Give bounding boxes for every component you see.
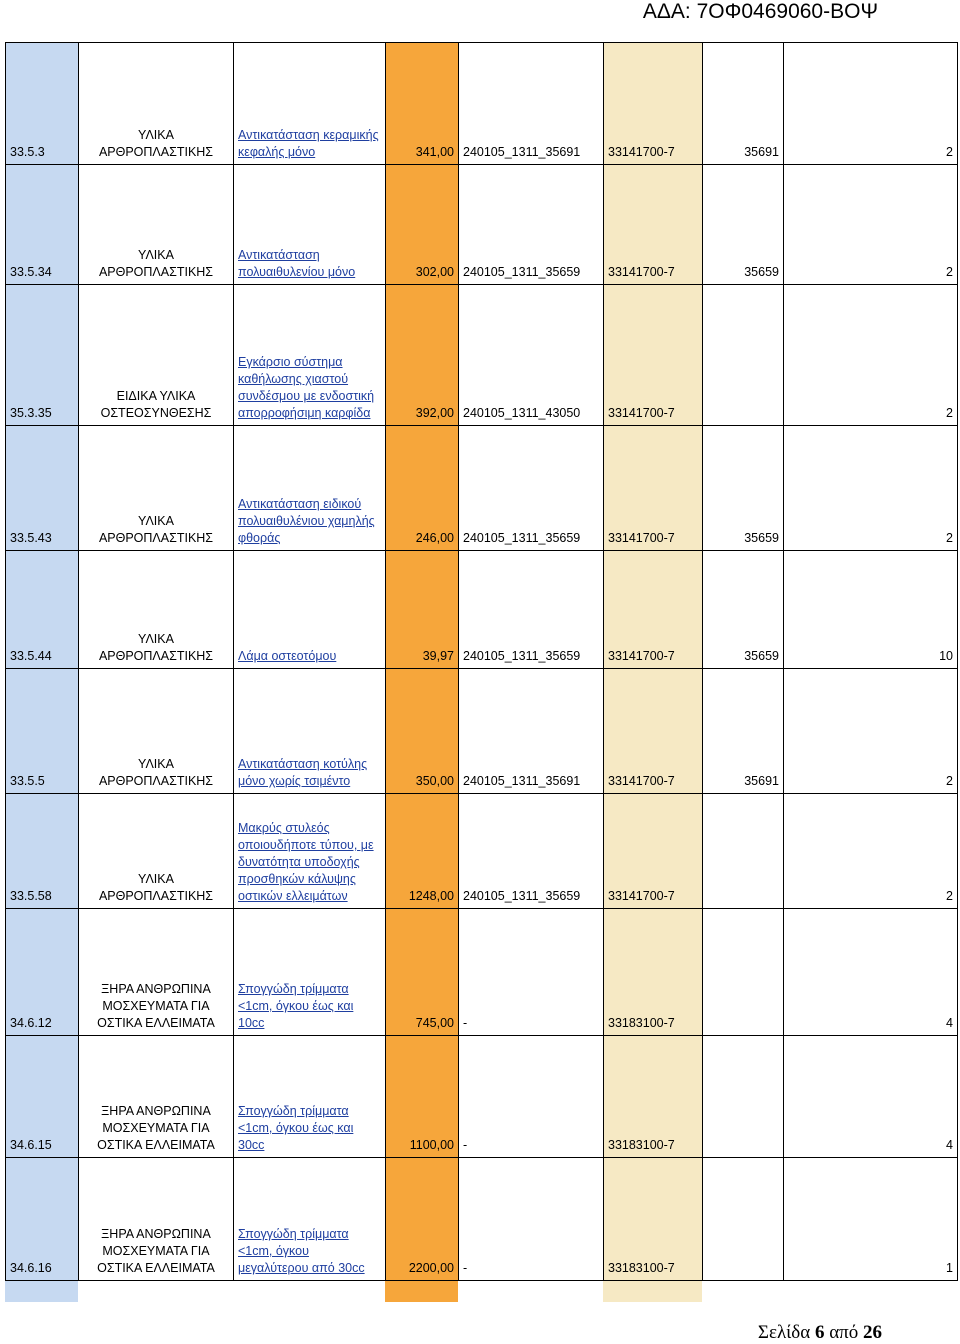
item-quantity: 4 bbox=[784, 1036, 958, 1158]
item-code: 34.6.16 bbox=[6, 1158, 79, 1281]
ada-identifier: ΑΔΑ: 7ΟΦ0469060-ΒΟΨ bbox=[642, 0, 878, 23]
item-description[interactable]: Αντικατάσταση κεραμικής κεφαλής μόνο bbox=[234, 43, 386, 165]
item-id bbox=[703, 285, 784, 426]
item-category: ΞΗΡΑ ΑΝΘΡΩΠΙΝΑ ΜΟΣΧΕΥΜΑΤΑ ΓΙΑ ΟΣΤΙΚΑ ΕΛΛΕΙΜΑΤΑ bbox=[79, 1158, 234, 1281]
item-description[interactable]: Αντικατάσταση πολυαιθυλενίου μόνο bbox=[234, 165, 386, 285]
item-category: ΥΛΙΚΑ ΑΡΘΡΟΠΛΑΣΤΙΚΗΣ bbox=[79, 43, 234, 165]
item-description[interactable]: Σπογγώδη τρίμματα <1cm, όγκου μεγαλύτερου από 30cc bbox=[234, 1158, 386, 1281]
table-row bbox=[6, 426, 958, 551]
materials-table bbox=[5, 42, 958, 1281]
item-quantity: 2 bbox=[784, 794, 958, 909]
item-code: 35.3.35 bbox=[6, 285, 79, 426]
item-reference: 240105_1311_35659 bbox=[459, 165, 604, 285]
item-reference: - bbox=[459, 1158, 604, 1281]
item-price: 2200,00 bbox=[386, 1158, 459, 1281]
item-cpv-code: 33141700-7 bbox=[604, 551, 703, 669]
table-row bbox=[6, 794, 958, 909]
item-cpv-code: 33183100-7 bbox=[604, 1036, 703, 1158]
item-cpv-code: 33141700-7 bbox=[604, 426, 703, 551]
item-description[interactable]: Αντικατάσταση κοτύλης μόνο χωρίς τσιμέντο bbox=[234, 669, 386, 794]
item-code: 33.5.3 bbox=[6, 43, 79, 165]
table-row bbox=[6, 285, 958, 426]
footer-separator: από bbox=[829, 1322, 859, 1343]
item-code: 34.6.12 bbox=[6, 909, 79, 1036]
item-quantity: 2 bbox=[784, 165, 958, 285]
item-id: 35659 bbox=[703, 551, 784, 669]
item-reference: - bbox=[459, 909, 604, 1036]
item-description[interactable]: Σπογγώδη τρίμματα <1cm, όγκου έως και 30cc bbox=[234, 1036, 386, 1158]
item-quantity: 10 bbox=[784, 551, 958, 669]
item-description[interactable]: Λάμα οστεοτόμου bbox=[234, 551, 386, 669]
item-category: ΞΗΡΑ ΑΝΘΡΩΠΙΝΑ ΜΟΣΧΕΥΜΑΤΑ ΓΙΑ ΟΣΤΙΚΑ ΕΛΛΕΙΜΑΤΑ bbox=[79, 1036, 234, 1158]
item-quantity: 2 bbox=[784, 43, 958, 165]
item-category: ΥΛΙΚΑ ΑΡΘΡΟΠΛΑΣΤΙΚΗΣ bbox=[79, 165, 234, 285]
item-category: ΥΛΙΚΑ ΑΡΘΡΟΠΛΑΣΤΙΚΗΣ bbox=[79, 669, 234, 794]
table-row bbox=[6, 1036, 958, 1158]
item-reference: 240105_1311_35659 bbox=[459, 794, 604, 909]
item-id: 35659 bbox=[703, 165, 784, 285]
item-cpv-code: 33141700-7 bbox=[604, 669, 703, 794]
item-quantity: 2 bbox=[784, 669, 958, 794]
item-code: 33.5.58 bbox=[6, 794, 79, 909]
item-cpv-code: 33141700-7 bbox=[604, 165, 703, 285]
item-price: 392,00 bbox=[386, 285, 459, 426]
item-reference: 240105_1311_43050 bbox=[459, 285, 604, 426]
page-footer bbox=[758, 1322, 882, 1344]
item-description[interactable]: Μακρύς στυλεός οποιουδήποτε τύπου, με δυνατότητα υποδοχής προσθηκών κάλυψης οστικών ελλειμάτων bbox=[234, 794, 386, 909]
item-code: 33.5.34 bbox=[6, 165, 79, 285]
item-cpv-code: 33141700-7 bbox=[604, 43, 703, 165]
item-category: ΥΛΙΚΑ ΑΡΘΡΟΠΛΑΣΤΙΚΗΣ bbox=[79, 426, 234, 551]
item-quantity: 2 bbox=[784, 426, 958, 551]
item-price: 341,00 bbox=[386, 43, 459, 165]
table-row bbox=[6, 909, 958, 1036]
item-id bbox=[703, 794, 784, 909]
item-code: 33.5.43 bbox=[6, 426, 79, 551]
item-code: 33.5.44 bbox=[6, 551, 79, 669]
item-quantity: 4 bbox=[784, 909, 958, 1036]
item-category: ΕΙΔΙΚΑ ΥΛΙΚΑ ΟΣΤΕΟΣΥΝΘΕΣΗΣ bbox=[79, 285, 234, 426]
item-category: ΥΛΙΚΑ ΑΡΘΡΟΠΛΑΣΤΙΚΗΣ bbox=[79, 794, 234, 909]
footer-prefix: Σελίδα bbox=[757, 1322, 811, 1343]
item-price: 1248,00 bbox=[386, 794, 459, 909]
item-id: 35691 bbox=[703, 43, 784, 165]
item-cpv-code: 33141700-7 bbox=[604, 794, 703, 909]
item-price: 1100,00 bbox=[386, 1036, 459, 1158]
item-category: ΞΗΡΑ ΑΝΘΡΩΠΙΝΑ ΜΟΣΧΕΥΜΑΤΑ ΓΙΑ ΟΣΤΙΚΑ ΕΛΛΕΙΜΑΤΑ bbox=[79, 909, 234, 1036]
footer-total-pages: 26 bbox=[863, 1322, 882, 1343]
table-row bbox=[6, 551, 958, 669]
item-reference: 240105_1311_35659 bbox=[459, 551, 604, 669]
item-quantity: 2 bbox=[784, 285, 958, 426]
item-price: 39,97 bbox=[386, 551, 459, 669]
item-code: 34.6.15 bbox=[6, 1036, 79, 1158]
table-row bbox=[6, 43, 958, 165]
table-row bbox=[6, 1158, 958, 1281]
item-id: 35659 bbox=[703, 426, 784, 551]
item-id bbox=[703, 909, 784, 1036]
item-cpv-code: 33183100-7 bbox=[604, 1158, 703, 1281]
item-price: 350,00 bbox=[386, 669, 459, 794]
item-reference: 240105_1311_35691 bbox=[459, 669, 604, 794]
item-quantity: 1 bbox=[784, 1158, 958, 1281]
item-category: ΥΛΙΚΑ ΑΡΘΡΟΠΛΑΣΤΙΚΗΣ bbox=[79, 551, 234, 669]
item-reference: 240105_1311_35691 bbox=[459, 43, 604, 165]
item-id bbox=[703, 1036, 784, 1158]
item-description[interactable]: Εγκάρσιο σύστημα καθήλωσης χιαστού συνδέσμου με ενδοστική απορροφήσιμη καρφίδα bbox=[234, 285, 386, 426]
item-description[interactable]: Αντικατάσταση ειδικού πολυαιθυλένιου χαμηλής φθοράς bbox=[234, 426, 386, 551]
item-description[interactable]: Σπογγώδη τρίμματα <1cm, όγκου έως και 10cc bbox=[234, 909, 386, 1036]
footer-page-number: 6 bbox=[814, 1322, 825, 1343]
item-code: 33.5.5 bbox=[6, 669, 79, 794]
item-price: 246,00 bbox=[386, 426, 459, 551]
item-reference: - bbox=[459, 1036, 604, 1158]
table-row bbox=[6, 669, 958, 794]
table-row bbox=[6, 165, 958, 285]
item-id: 35691 bbox=[703, 669, 784, 794]
item-reference: 240105_1311_35659 bbox=[459, 426, 604, 551]
item-price: 302,00 bbox=[386, 165, 459, 285]
item-id bbox=[703, 1158, 784, 1281]
item-cpv-code: 33141700-7 bbox=[604, 285, 703, 426]
item-price: 745,00 bbox=[386, 909, 459, 1036]
item-cpv-code: 33183100-7 bbox=[604, 909, 703, 1036]
